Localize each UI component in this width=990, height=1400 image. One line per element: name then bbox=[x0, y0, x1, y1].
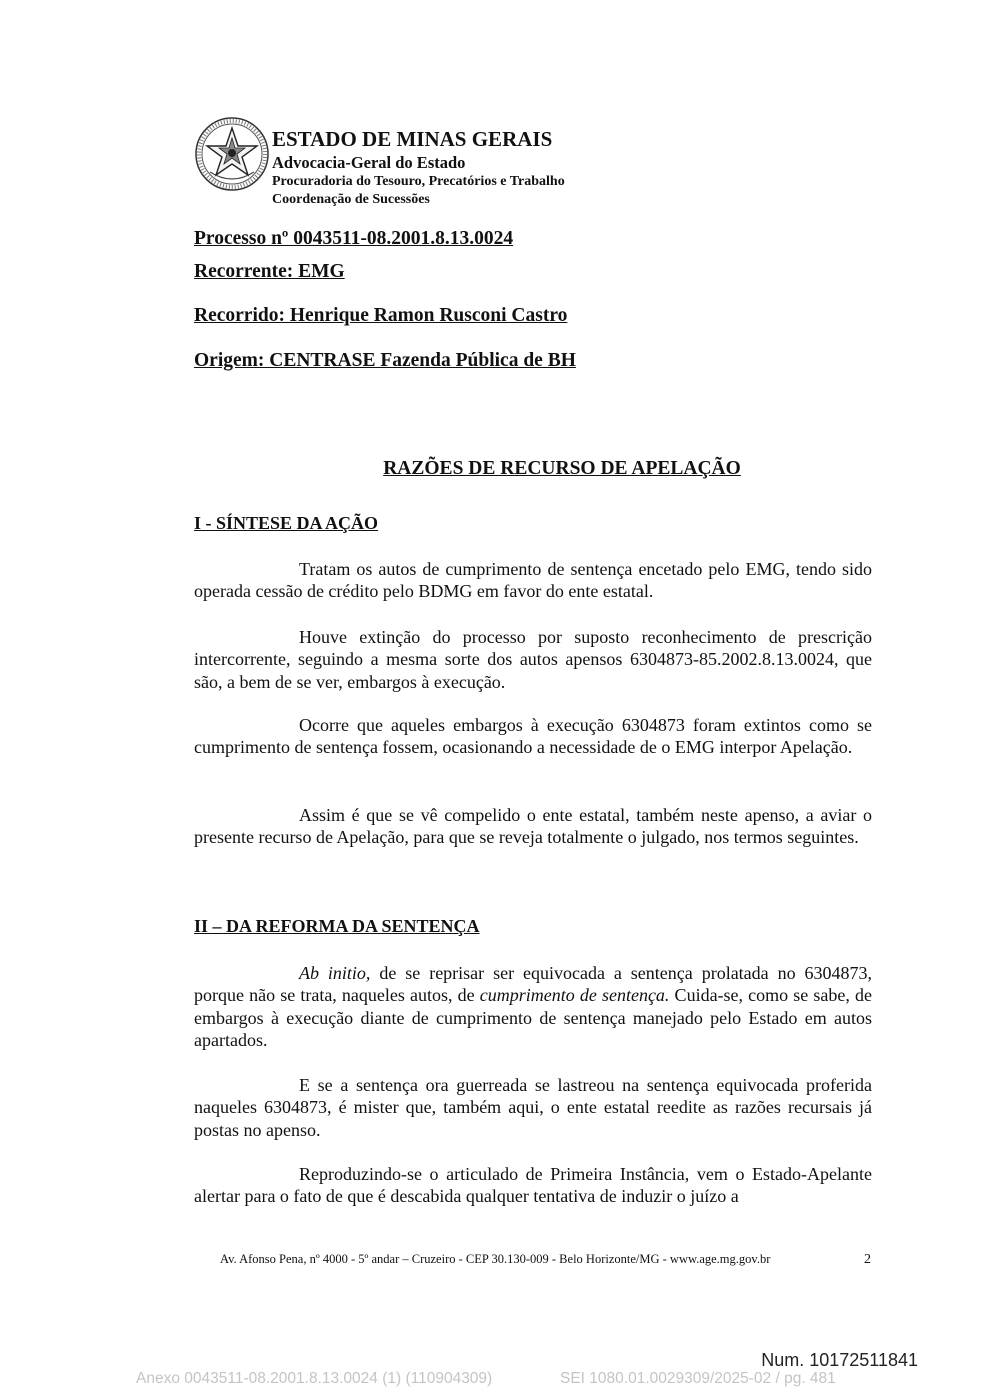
origin: Origem: CENTRASE Fazenda Pública de BH bbox=[194, 350, 576, 371]
document-id-stamp: Num. 10172511841 bbox=[761, 1350, 918, 1370]
process-number: Processo nº 0043511-08.2001.8.13.0024 bbox=[194, 228, 514, 249]
page-number: 2 bbox=[864, 1252, 871, 1267]
section-heading-reform: II – DA REFORMA DA SENTENÇA bbox=[194, 916, 480, 936]
paragraph: Assim é que se vê compelido o ente estatal, também neste apenso, a aviar o presente recurso de Apelação, para que se reveja totalmente o julgado, nos termos seguintes. bbox=[194, 805, 872, 848]
letterhead-office: Advocacia-Geral do Estado bbox=[272, 153, 466, 172]
letterhead-state: ESTADO DE MINAS GERAIS bbox=[272, 127, 553, 151]
letterhead-division: Procuradoria do Tesouro, Precatórios e Trabalho bbox=[272, 174, 565, 189]
coat-of-arms-seal-icon bbox=[194, 116, 270, 192]
annex-stamp: Anexo 0043511-08.2001.8.13.0024 (1) (110904309) bbox=[136, 1370, 493, 1387]
paragraph: Tratam os autos de cumprimento de sentença encetado pelo EMG, tendo sido operada cessão de crédito pelo BDMG em favor do ente estatal. bbox=[194, 559, 872, 602]
document-title: RAZÕES DE RECURSO DE APELAÇÃO bbox=[383, 458, 741, 479]
paragraph: Ocorre que aqueles embargos à execução 6304873 foram extintos como se cumprimento de sentença fossem, ocasionando a necessidade de o EMG interpor Apelação. bbox=[194, 715, 872, 758]
section-heading-synthesis: I - SÍNTESE DA AÇÃO bbox=[194, 513, 379, 533]
italic-text: cumprimento de sentença. bbox=[479, 985, 670, 1006]
paragraph-text: Cuida-se, como se sabe, de embargos à execução diante de cumprimento de sentença manejado pelo Estado em autos apartados. bbox=[194, 985, 872, 1051]
paragraph: E se a sentença ora guerreada se lastreou na sentença equivocada proferida naqueles 6304873, é mister que, também aqui, o ente estatal reedite as razões recursais já postas no apenso. bbox=[194, 1075, 872, 1140]
paragraph bbox=[194, 962, 872, 1052]
appellant: Recorrente: EMG bbox=[194, 261, 345, 282]
paragraph-text: de se reprisar ser equivocada a sentença prolatada no 6304873, porque não se trata, naqueles autos, de bbox=[194, 963, 873, 1006]
paragraph: Houve extinção do processo por suposto reconhecimento de prescrição intercorrente, seguindo a mesma sorte dos autos apensos 6304873-85.2002.8.13.0024, que são, a bem de se ver, embargos à execução. bbox=[194, 627, 872, 692]
appellee: Recorrido: Henrique Ramon Rusconi Castro bbox=[194, 305, 568, 326]
footer-address: Av. Afonso Pena, nº 4000 - 5º andar – Cruzeiro - CEP 30.130-009 - Belo Horizonte/MG - www.age.mg.gov.br bbox=[220, 1252, 771, 1266]
letterhead-unit: Coordenação de Sucessões bbox=[272, 192, 430, 207]
sei-stamp: SEI 1080.01.0029309/2025-02 / pg. 481 bbox=[560, 1370, 836, 1387]
paragraph: Reproduzindo-se o articulado de Primeira Instância, vem o Estado-Apelante alertar para o fato de que é descabida qualquer tentativa de induzir o juízo a bbox=[194, 1164, 872, 1207]
italic-text: Ab initio, bbox=[299, 963, 371, 983]
